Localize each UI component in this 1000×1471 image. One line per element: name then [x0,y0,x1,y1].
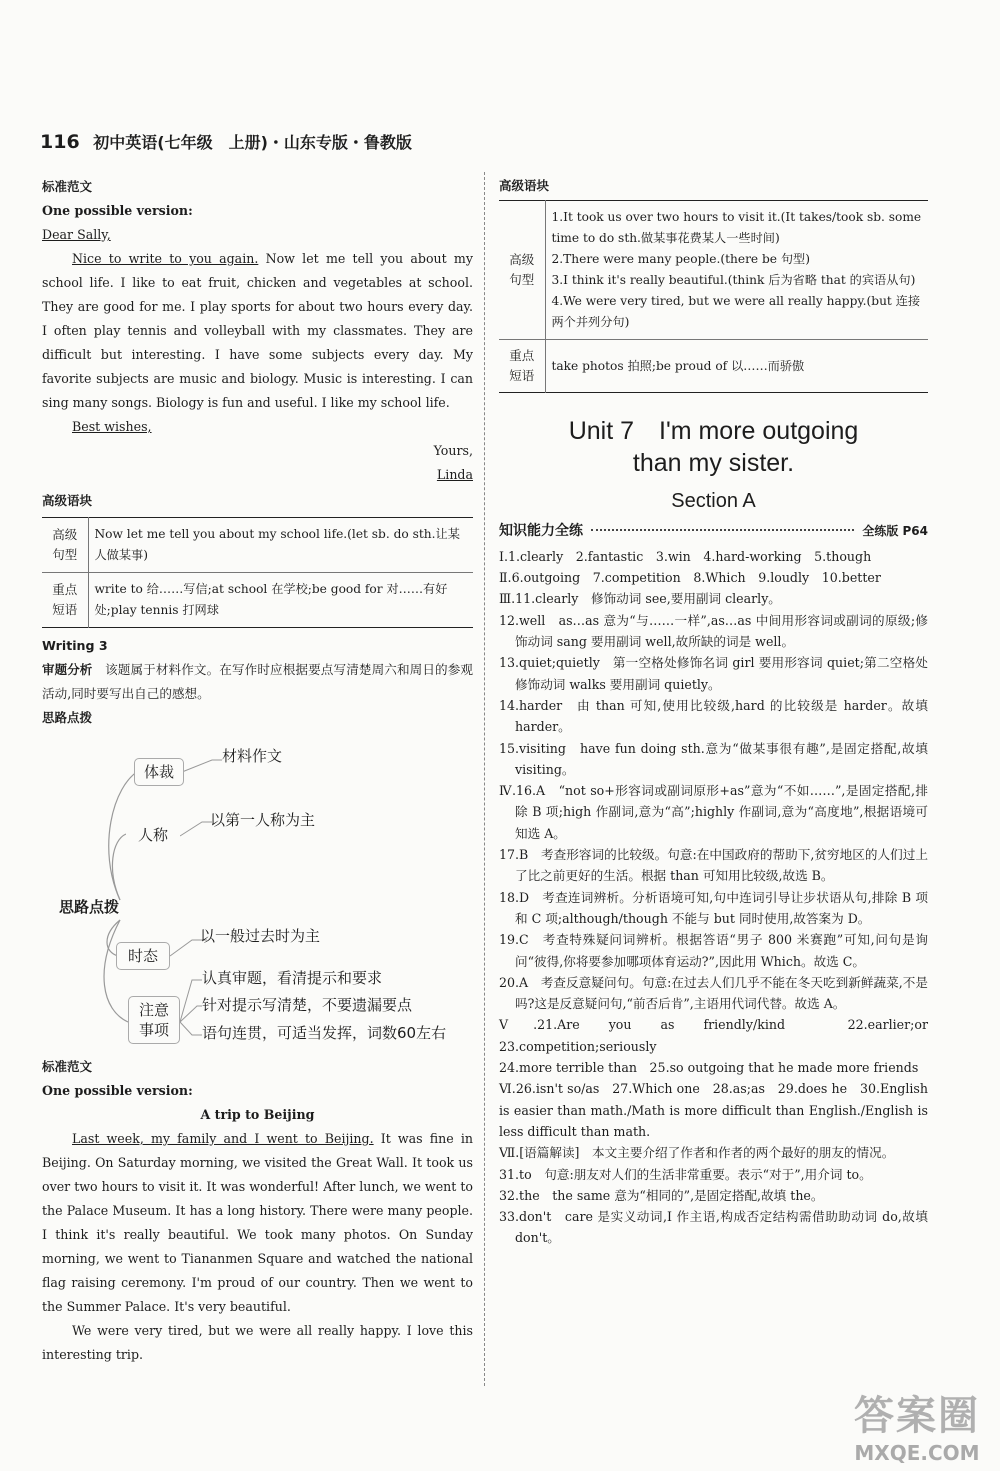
section-title: Section A [671,490,756,513]
table2-heading: 高级语块 [499,178,550,193]
practice-header [499,521,928,542]
practice-ref: 全练版 P64 [862,523,928,538]
table2 [499,200,928,393]
writing3-analysis [42,658,473,706]
list-item: Ⅳ.16.A “not so+形容词或副词原形+as”意为“不如……”,是固定搭配,排除 B 项;high 作副词,意为“高”;highly 作副词,意为“高度地”,根据语境可知选 A。 [499,783,928,841]
page-header [40,130,412,153]
site-watermark [854,1384,980,1465]
unit-title-line1: Unit 7 I'm more outgoing [568,417,859,446]
essay1-closing: Best wishes, [72,419,152,434]
list-item: Ⅵ.26.isn't so/as 27.Which one 28.as;as 29.does he 30.English is easier than math./Math is more difficult than English./English is less difficult than math. [499,1081,928,1139]
essay1-sign2: Linda [436,467,473,482]
table1 [42,517,473,628]
practice-title: 知识能力全练 [499,522,583,539]
center-node: 思路点拨 [58,898,119,916]
list-item: 14.harder 由 than 可知,使用比较级,hard 的比较级是 harder。故填 harder。 [499,697,928,735]
essay2-version: One possible version: [42,1083,193,1098]
notes-node: 注意事项 [128,996,180,1044]
watermark-url: MXQE.COM [854,1441,980,1465]
unit-title-line2: than my sister. [632,449,795,478]
essay1-heading: 标准范文 [42,179,93,194]
essay1-body [42,247,473,415]
pattern-3: 3.I think it's really beautiful.(think 后为省略 that 的宾语从句) [551,273,916,288]
book-title: 初中英语(七年级 上册)・山东专版・鲁教版 [93,133,412,152]
note-1: 认真审题，看清提示和要求 [202,969,383,987]
essay2-p2: We were very tired, but we were all really happy. I love this interesting trip. [42,1323,473,1362]
table2-row2-text: take photos 拍照;be proud of 以……而骄傲 [545,340,928,393]
list-item: 32.the the same 意为“相同的”,是固定搭配,故填 the。 [499,1187,824,1203]
writing3-title: Writing 3 [42,638,108,653]
essay1-opener: Nice to write to you again. [72,251,259,266]
list-item: 12.well as…as 意为“与……一样”,as…as 中间用形容词或副词的原级;修饰动词 sang 要用副词 well,故所缺的词是 well。 [499,612,928,650]
tense-text: 以一般过去时为主 [200,927,321,945]
list-item: 15.visiting have fun doing sth.意为“做某事很有趣”,是固定搭配,故填 visiting。 [499,740,928,777]
essay2-heading: 标准范文 [42,1059,93,1074]
essay1-text: Now let me tell you about my school life. I like to eat fruit, chicken and vegetables at school. They are good for me. I play sports for about two hours every day. I often play tennis and volleyball with my classmates. They are difficult but interesting. I have some subjects every day. My favorite subjects are music and biology. Music is interesting. I can sing many songs. Biology is fun and useful. I like my school life. [42,251,473,410]
essay2-opener: Last week, my family and I went to Beijing. [72,1131,374,1146]
list-item: 31.to 句意:朋友对人们的生活非常重要。表示“对于”,用介词 to。 [499,1166,872,1182]
person-node: 人称 [126,822,180,848]
table2-row1-cell [545,201,928,340]
table-row [42,518,473,573]
pattern-2: 2.There were many people.(there be 句型) [551,252,811,267]
table1-row2-text: write to 给……写信;at school 在学校;be good for 对……有好处;play tennis 打网球 [88,573,473,628]
left-column [42,175,473,1367]
essay2-p1-text: It was fine in Beijing. On Saturday morning, we visited the Great Wall. It took us over two hours to visit it. It was wonderful! After lunch, we went to the Palace Museum. It has a long history. There were many people. I think it's really beautiful. We took many photos. On Sunday morning, we went to Tiananmen Square and watched the national flag raising ceremony. I'm proud of our country. Then we went to the Summer Palace. It's very beautiful. [42,1131,473,1314]
page-number: 116 [40,131,80,153]
essay2-p1 [42,1127,473,1319]
unit-title [499,415,928,479]
list-item: 18.D 考查连词辨析。分析语境可知,句中连词引导让步状语从句,排除 B 项和 C 项;although/though 不能与 but 同时使用,故答案为 D。 [499,889,928,926]
list-item: Ⅴ.21.Are you as friendly/kind 22.earlier;or 23.competition;seriously [499,1017,941,1054]
column-divider [484,172,485,1386]
genre-text: 材料作文 [222,747,283,765]
genre-node: 体裁 [134,758,184,786]
list-item: 20.A 考查反意疑问句。句意:在过去人们几乎不能在冬天吃到新鲜蔬菜,不是吗?这是反意疑问句,“前否后肯”,主语用代词代替。故选 A。 [499,974,928,1012]
list-item: 24.more terrible than 25.so outgoing that he made more friends [499,1060,919,1076]
table2-row1-label: 高级句型 [499,201,545,340]
essay1-salutation: Dear Sally, [42,227,111,242]
table-row [42,573,473,628]
table-row [499,201,928,340]
watermark-logo-text: 答案圈 [854,1393,980,1439]
essay1-version: One possible version: [42,203,193,218]
essay2-title: A trip to Beijing [200,1107,315,1122]
list-item: 17.B 考查形容词的比较级。句意:在中国政府的帮助下,贫穷地区的人们过上了比之前更好的生活。根据 than 可知用比较级,故选 B。 [499,847,928,884]
list-item: 33.don't care 是实义动词,I 作主语,构成否定结构需借助助动词 do,故填 don't。 [499,1209,928,1246]
pattern-1: 1.It took us over two hours to visit it.(It takes/took sb. some time to do sth.做某事花费某人一些时间) [551,210,922,246]
list-item: Ⅶ.[语篇解读] 本文主要介绍了作者和作者的两个最好的朋友的情况。 [499,1145,895,1161]
leader-dots [591,529,854,531]
table1-heading: 高级语块 [42,493,93,508]
list-item: 13.quiet;quietly 第一空格处修饰名词 girl 要用形容词 quiet;第二空格处修饰动词 walks 要用副词 quietly。 [499,655,928,692]
tense-node: 时态 [116,942,170,970]
table1-row1-label: 高级句型 [42,518,88,573]
table-row [499,340,928,393]
analysis-label: 审题分析 [42,662,93,677]
list-item: Ⅱ.6.outgoing 7.competition 8.Which 9.loudly 10.better [499,570,881,586]
pattern-4: 4.We were very tired, but we were all really happy.(but 连接两个并列分句) [551,294,921,330]
table1-row2-label: 重点短语 [42,573,88,628]
list-item: Ⅲ.11.clearly 修饰动词 see,要用副词 clearly。 [499,591,781,607]
answer-list [499,546,941,1249]
outline-heading: 思路点拨 [42,710,93,725]
note-3: 语句连贯，可适当发挥，词数60左右 [202,1024,447,1042]
table2-row2-label: 重点短语 [499,340,545,393]
list-item: Ⅰ.1.clearly 2.fantastic 3.win 4.hard-working 5.though [499,548,872,564]
essay1-sign1: Yours, [433,443,473,458]
list-item: 19.C 考查特殊疑问词辨析。根据答语“男子 800 米赛跑”可知,问句是询问“彼得,你将要参加哪项体育运动?”,因此用 Which。故选 C。 [499,932,928,969]
mind-map [42,730,473,1055]
right-column [499,175,941,1249]
table1-row1-text: Now let me tell you about my school life.(let sb. do sth.让某人做某事) [94,527,460,562]
note-2: 针对提示写清楚，不要遗漏要点 [202,996,413,1014]
analysis-text: 该题属于材料作文。在写作时应根据要点写清楚周六和周日的参观活动,同时要写出自己的感想。 [42,662,473,701]
person-text: 以第一人称为主 [210,811,316,829]
